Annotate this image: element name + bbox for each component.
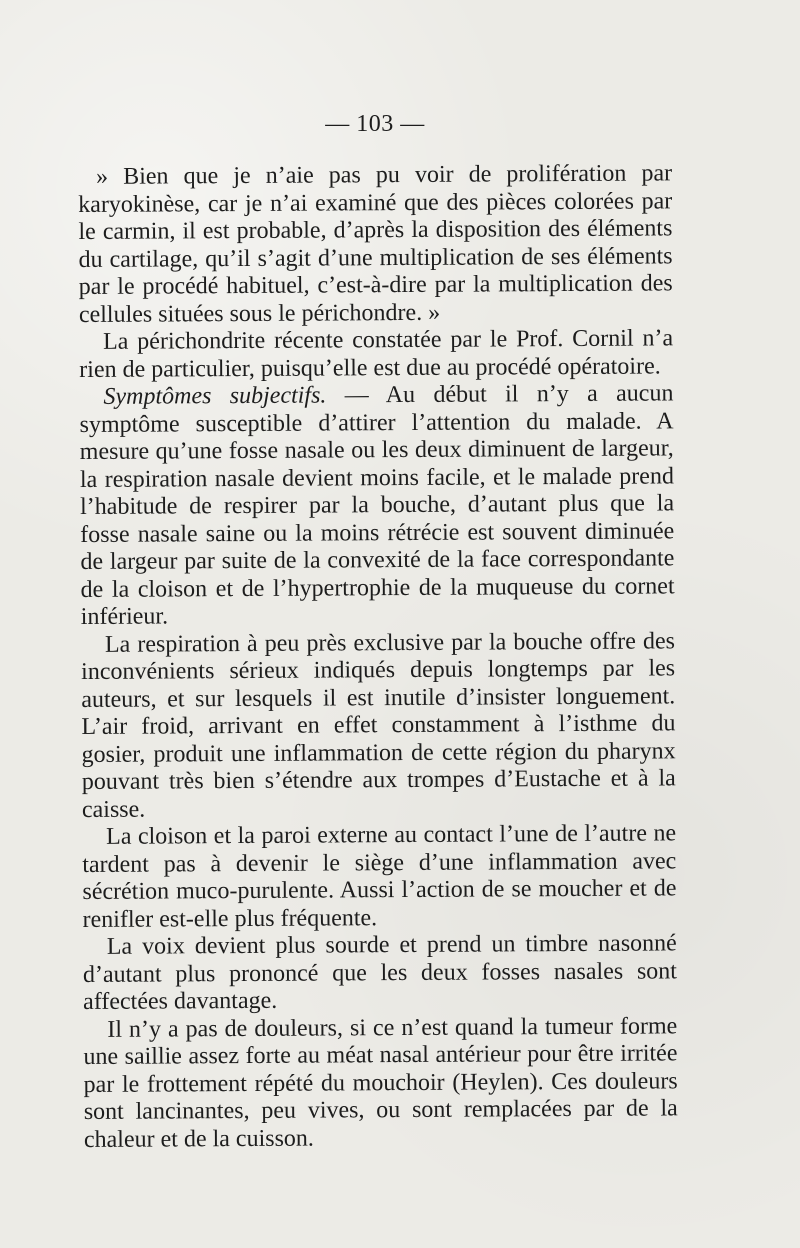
paragraph-4-text: La respiration à peu près exclusive par la bouche offre des inconvénients sérieux indiqués depuis longtemps par les auteurs, et sur lesquels il est inutile d’insister longuement. L’air froid, arrivant en effet constamment à l’isthme du gosier, produit une inflammation de cette région du pharynx pouvant très bien s’étendre aux trompes d’Eustache et à la caisse. <box>81 627 676 823</box>
paragraph-2-text: La périchondrite récente constatée par le Prof. Cornil n’a rien de particulier, puisqu’elle est due au procédé opératoire. <box>79 325 674 383</box>
paragraph-7-text: Il n’y a pas de douleurs, si ce n’est quand la tumeur forme une saillie assez forte au méat nasal antérieur pour être irritée par le frottement répété du mouchoir (Heylen). Ces douleurs sont lancinantes, peu vives, ou sont remplacées par de la chaleur et de la cuisson. <box>83 1012 678 1153</box>
paragraph-2 <box>79 325 673 384</box>
paragraph-6-text: La voix devient plus sourde et prend un timbre nasonné d’autant plus prononcé que les deux fosses nasales sont affectées davantage. <box>82 930 678 1015</box>
paragraph-3-text: — Au début il n’y a aucun symptôme susceptible d’attirer l’attention du malade. A mesure qu’une fosse nasale ou les deux diminuent de largeur, la respiration nasale devient moins facile, et le malade prend l’habitude de respirer par la bouche, d’autant plus que la fosse nasale saine ou la moins rétrécie est souvent diminuée de largeur par suite de la convexité de la face correspondante de la cloison et de l’hypertrophie de la muqueuse du cornet inférieur. <box>79 380 675 630</box>
paragraph-3 <box>79 380 675 631</box>
paragraph-4 <box>81 628 676 824</box>
paragraph-3-heading: Symptômes subjectifs. <box>103 382 327 410</box>
page-number: — 103 — <box>325 111 425 137</box>
paragraph-6 <box>83 930 677 1016</box>
paragraph-1-text: » Bien que je n’aie pas pu voir de prolifération par karyokinèse, car je n’ai examiné que des pièces colorées par le carmin, il est probable, d’après la disposition des éléments du cartilage, qu’il s’agit d’une multiplication de ses éléments par le procédé habituel, c’est-à-dire par la multiplication des cellules situées sous le périchondre. » <box>78 160 673 328</box>
paragraph-5-text: La cloison et la paroi externe au contact l’une de l’autre ne tardent pas à devenir le siège d’une inflammation avec sécrétion muco-purulente. Aussi l’action de se moucher et de renifler est-elle plus fréquente. <box>82 820 677 933</box>
page-content <box>78 160 678 1154</box>
paragraph-7 <box>83 1013 678 1154</box>
paragraph-1 <box>78 160 673 329</box>
paragraph-5 <box>82 820 677 934</box>
